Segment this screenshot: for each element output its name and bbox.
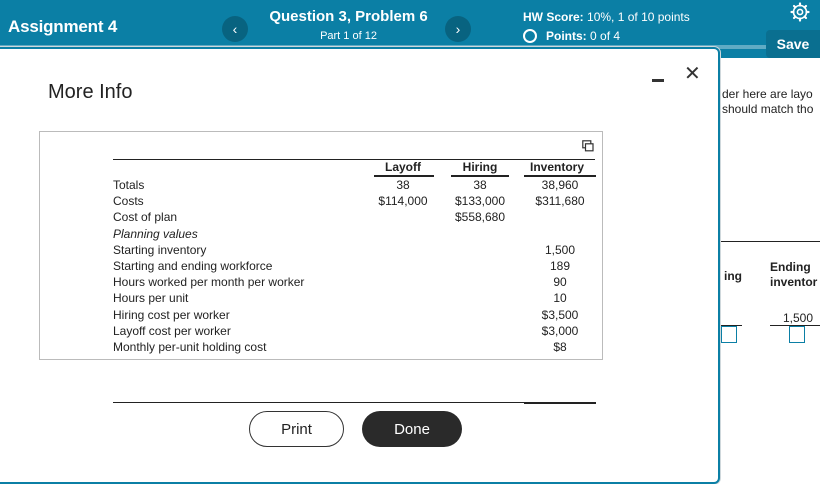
cell-inventory: $311,680 (535, 194, 585, 209)
row-label: Hours per unit (113, 291, 189, 306)
row-label: Layoff cost per worker (113, 323, 231, 338)
background-value: 1,500 (783, 311, 814, 325)
radio-circle-icon (523, 29, 537, 43)
previous-question-button[interactable] (222, 16, 248, 42)
assignment-title: Assignment 4 (8, 17, 118, 36)
row-label: Planning values (113, 226, 198, 241)
background-column-header: ing (724, 269, 742, 283)
background-instructions-line2: should match tho (722, 102, 814, 116)
cell-inventory: 38,960 (541, 178, 579, 192)
hw-score (523, 10, 690, 24)
row-label: Totals (113, 178, 145, 192)
chevron-right-icon: › (455, 21, 461, 37)
question-title: Question 3, Problem 6 (269, 8, 428, 25)
row-label: Hours worked per month per worker (113, 275, 305, 290)
table-bottom-rule (113, 402, 595, 403)
hw-score-value: 10%, 1 of 10 points (587, 10, 690, 24)
chevron-left-icon: ‹ (232, 21, 238, 37)
background-ending-inventory-header: Ending inventor (770, 260, 818, 289)
row-label: Hiring cost per worker (113, 307, 230, 322)
cell-layoff: 38 (396, 178, 410, 192)
row-label: Costs (113, 194, 144, 209)
close-icon[interactable]: ✕ (684, 63, 701, 85)
column-header-layoff: Layoff (385, 160, 421, 174)
cell-hiring: $133,000 (454, 194, 506, 209)
settings-gear-icon[interactable] (790, 2, 810, 22)
cell-hiring: 38 (473, 178, 487, 192)
cell-inventory: $8 (553, 340, 567, 354)
column-rule-inventory (524, 175, 596, 177)
background-instructions (722, 87, 813, 117)
print-button[interactable]: Print (249, 411, 344, 447)
table-top-rule (113, 159, 595, 160)
cell-hiring: $558,680 (454, 210, 506, 225)
row-label: Starting and ending workforce (113, 259, 273, 273)
column-header-hiring: Hiring (462, 160, 498, 174)
cell-inventory: $3,000 (541, 323, 579, 338)
row-label: Cost of plan (113, 210, 178, 225)
points-value: 0 of 4 (590, 29, 621, 43)
row-label: Monthly per-unit holding cost (113, 340, 267, 354)
points-label: Points: (546, 29, 587, 43)
column-rule-hiring (451, 175, 509, 177)
cell-layoff: $114,000 (378, 194, 428, 209)
row-label: Starting inventory (113, 242, 207, 257)
hw-score-label: HW Score: (523, 10, 584, 24)
more-info-dialog (0, 47, 720, 484)
table-bottom-rule-inventory (524, 402, 596, 404)
answer-input-box[interactable] (721, 326, 737, 343)
done-button[interactable]: Done (362, 411, 462, 447)
cell-inventory: 1,500 (544, 242, 576, 257)
cell-inventory: 10 (553, 291, 567, 306)
copy-icon[interactable] (582, 140, 594, 152)
cell-inventory: 90 (553, 275, 567, 290)
cell-inventory: 189 (549, 259, 571, 273)
answer-input-box[interactable] (789, 326, 805, 343)
minimize-icon[interactable] (652, 79, 664, 82)
save-button[interactable]: Save (766, 30, 820, 58)
data-table (39, 131, 603, 360)
next-question-button[interactable] (445, 16, 471, 42)
background-instructions-line1: der here are layo (722, 87, 813, 101)
column-header-inventory: Inventory (529, 160, 584, 174)
points-status (523, 29, 620, 43)
cell-inventory: $3,500 (541, 307, 579, 322)
dialog-title: More Info (48, 81, 133, 103)
column-rule-layoff (374, 175, 434, 177)
background-table-rule (720, 241, 820, 242)
question-part: Part 1 of 12 (320, 30, 377, 42)
